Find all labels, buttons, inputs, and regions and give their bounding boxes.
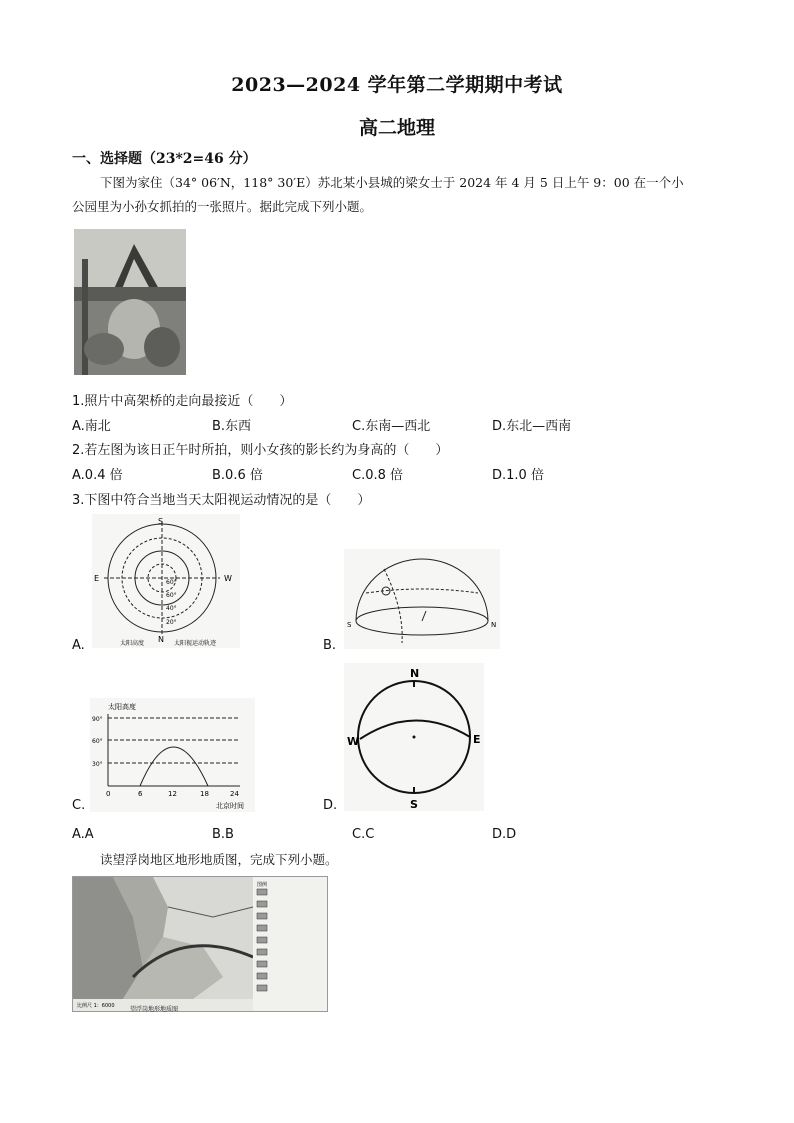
figA-label-left: E: [94, 574, 100, 583]
figB-label-left: S: [347, 621, 352, 629]
figC-curve: [140, 747, 208, 786]
figD-label-n: N: [410, 667, 420, 680]
figure-d-label: D.: [323, 798, 338, 813]
figure-c-label: C.: [72, 798, 86, 813]
figC-xtick-0: 0: [106, 790, 111, 798]
exam-title: 2023—2024 学年第二学期期中考试: [231, 74, 563, 96]
figD-label-w: W: [347, 735, 360, 748]
figA-ring-label-4: 20°: [166, 619, 177, 626]
intro-line-2: 公园里为小孙女抓拍的一张照片。据此完成下列小题。: [72, 199, 373, 214]
figB-label-right: N: [491, 621, 497, 629]
map-legend-title: 图例: [257, 882, 268, 888]
q2-option-b[interactable]: B.0.6 倍: [212, 468, 263, 483]
q3-stem: 3.下图中符合当地当天太阳视运动情况的是（ ）: [72, 493, 371, 508]
figC-xtick-18: 18: [200, 790, 209, 798]
q2-option-a[interactable]: A.0.4 倍: [72, 468, 123, 483]
figure-b: [344, 549, 500, 649]
figC-xtick-6: 6: [138, 790, 143, 798]
figD-label-s: S: [410, 798, 418, 811]
figure-c: [90, 698, 255, 812]
map-scale: 比例尺 1：6000: [77, 1003, 115, 1009]
q1-option-a[interactable]: A.南北: [72, 419, 111, 434]
section-heading: 一、选择题（23*2=46 分）: [72, 151, 257, 167]
photo-girl-viaduct: [74, 229, 186, 375]
geologic-map: [72, 876, 328, 1012]
photo-image: [74, 229, 186, 375]
q1-option-c[interactable]: C.东南—西北: [352, 419, 431, 434]
q2-option-c[interactable]: C.0.8 倍: [352, 468, 404, 483]
q3-option-c[interactable]: C.C: [352, 827, 375, 842]
figC-xtick-24: 24: [230, 790, 239, 798]
figure-d: [344, 663, 484, 811]
figC-ytick-60: 60°: [92, 738, 103, 745]
figA-ring-label-1: 60°: [166, 579, 177, 586]
q1-option-d[interactable]: D.东北—西南: [492, 419, 572, 434]
figA-legend-2: 太阳视运动轨迹: [174, 640, 217, 647]
q2-stem: 2.若左图为该日正午时所拍，则小女孩的影长约为身高的（ ）: [72, 443, 449, 458]
figA-label-bottom: N: [158, 635, 164, 644]
q1-option-b[interactable]: B.东西: [212, 419, 252, 434]
figA-legend-1: 太阳高度: [120, 640, 145, 647]
q3-option-d[interactable]: D.D: [492, 827, 517, 842]
figA-ring-label-2: 60°: [166, 592, 177, 599]
figure-a-label: A.: [72, 638, 85, 653]
q2-option-d[interactable]: D.1.0 倍: [492, 468, 544, 483]
figA-label-top: S: [158, 517, 164, 526]
exam-subtitle: 高二地理: [358, 117, 435, 139]
figC-ylabel: 太阳高度: [108, 703, 136, 711]
figC-ytick-30: 30°: [92, 761, 103, 768]
intro2-line-1: 读望浮岗地区地形地质图，完成下列小题。: [100, 852, 338, 867]
figB-dome: [356, 559, 488, 621]
figC-xlabel: 北京时间: [216, 802, 244, 810]
figC-xtick-12: 12: [168, 790, 177, 798]
figure-a: [92, 514, 240, 648]
q1-stem: 1.照片中高架桥的走向最接近（ ）: [72, 394, 293, 409]
map-caption: 望浮岗地形地质图: [130, 1006, 179, 1013]
figA-ring-label-3: 40°: [166, 605, 177, 612]
figure-b-label: B.: [323, 638, 337, 653]
figD-label-e: E: [473, 733, 481, 746]
q3-option-b[interactable]: B.B: [212, 827, 234, 842]
intro-line-1: 下图为家住（34° 06′N，118° 30′E）苏北某小县城的梁女士于 2024 年 4 月 5 日上午 9：00 在一个小: [100, 175, 684, 190]
figC-ytick-90: 90°: [92, 716, 103, 723]
q3-option-a[interactable]: A.A: [72, 827, 94, 842]
figA-label-right: W: [224, 574, 232, 583]
